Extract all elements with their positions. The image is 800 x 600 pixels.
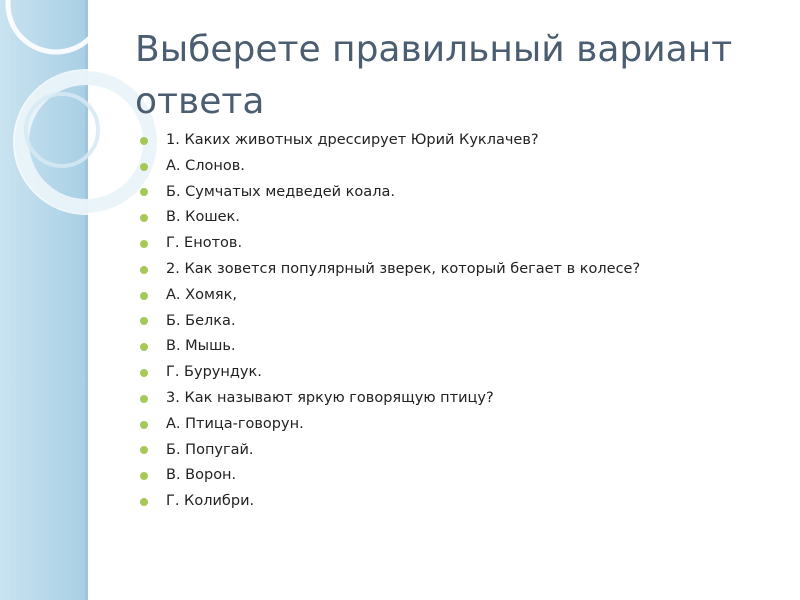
list-item-text: А. Птица-говорун. (166, 415, 304, 432)
list-item-text: В. Мышь. (166, 338, 236, 355)
bullet-icon (140, 266, 148, 274)
bullet-icon (140, 498, 148, 506)
list-item-text: Г. Бурундук. (166, 364, 262, 381)
list-item-text: А. Хомяк, (166, 286, 237, 303)
list-item-q2 (140, 257, 780, 283)
bullet-icon (140, 240, 148, 248)
bullet-icon (140, 369, 148, 377)
list-item-text: Б. Попугай. (166, 441, 254, 458)
bullet-icon (140, 163, 148, 171)
list-item-text: Г. Колибри. (166, 493, 255, 510)
answer-list (140, 128, 780, 515)
list-item-q3-b (140, 438, 780, 464)
list-item-text: В. Ворон. (166, 467, 237, 484)
list-item-text: Б. Сумчатых медведей коала. (166, 183, 395, 200)
bullet-icon (140, 421, 148, 429)
bullet-icon (140, 137, 148, 145)
slide-title: Выберете правильный вариант ответа (135, 29, 733, 122)
decorative-side-band (0, 0, 88, 600)
list-item-text: 3. Как называют яркую говорящую птицу? (166, 389, 494, 406)
list-item-q2-c (140, 334, 780, 360)
list-item-q1-c (140, 205, 780, 231)
bullet-icon (140, 446, 148, 454)
list-item-q1-b (140, 180, 780, 206)
list-item-q1-a (140, 154, 780, 180)
bullet-icon (140, 317, 148, 325)
bullet-icon (140, 395, 148, 403)
bullet-icon (140, 292, 148, 300)
list-item-q3 (140, 386, 780, 412)
list-item-text: А. Слонов. (166, 157, 245, 174)
list-item-q3-d (140, 489, 780, 515)
list-item-q2-b (140, 309, 780, 335)
bullet-icon (140, 214, 148, 222)
list-item-text: 1. Каких животных дрессирует Юрий Куклачев? (166, 132, 539, 148)
bullet-icon (140, 343, 148, 351)
list-item-q2-a (140, 283, 780, 309)
list-item-text: Г. Енотов. (166, 235, 243, 252)
list-item-q3-a (140, 412, 780, 438)
bullet-icon (140, 188, 148, 196)
list-item-text: В. Кошек. (166, 209, 240, 226)
list-item-text: Б. Белка. (166, 312, 236, 329)
list-item-q1-d (140, 231, 780, 257)
list-item-q3-c (140, 463, 780, 489)
list-item-text: 2. Как зовется популярный зверек, который бегает в колесе? (166, 260, 641, 277)
bullet-icon (140, 472, 148, 480)
list-item-q2-d (140, 360, 780, 386)
list-item-q1 (140, 128, 780, 154)
